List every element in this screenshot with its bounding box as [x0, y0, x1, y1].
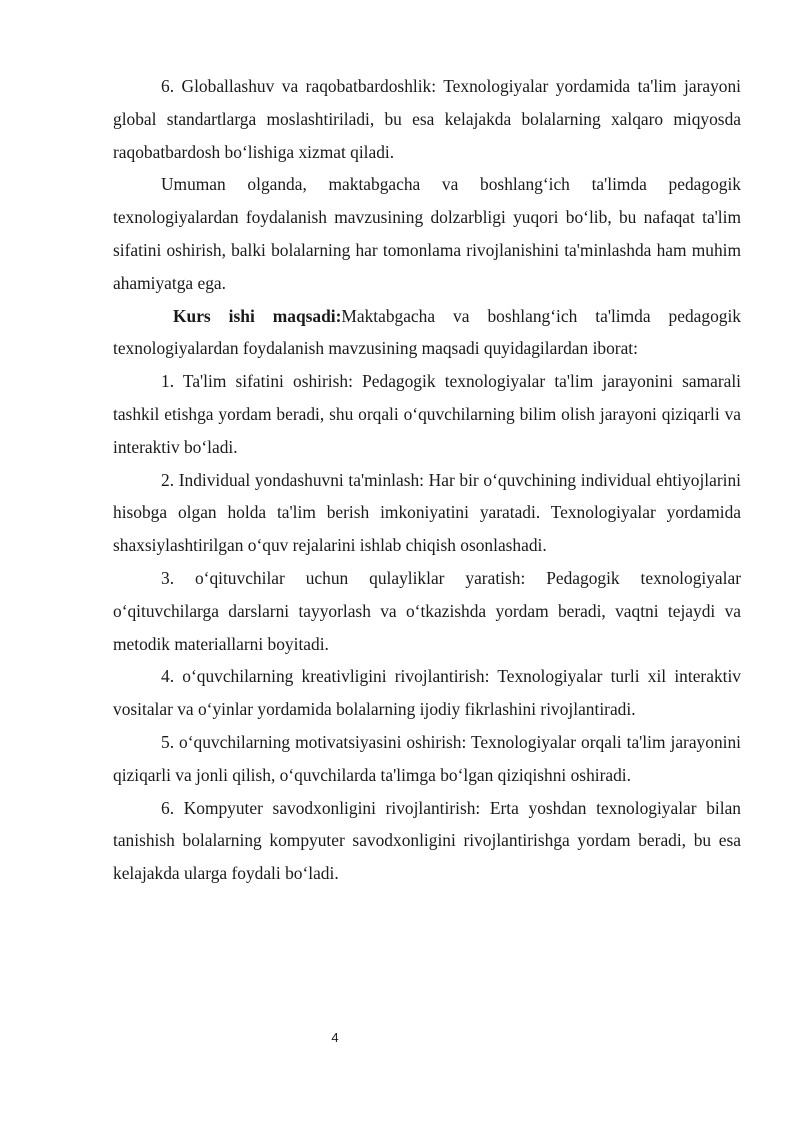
aim-label: Kurs ishi maqsadi: — [173, 305, 342, 326]
list-item-teachers: 3. o‘qituvchilar uchun qulayliklar yaratish: Pedagogik texnologiyalar o‘qituvchilarga darslarni tayyorlash va o‘tkazishda yordam beradi, vaqtni tejaydi va metodik materiallarni boyitadi. — [113, 567, 741, 654]
document-body — [113, 70, 741, 890]
list-item-motivation: 5. o‘quvchilarning motivatsiyasini oshirish: Texnologiyalar orqali ta'lim jarayonini qiziqarli va jonli qilish, o‘quvchilarda ta'limga bo‘lgan qiziqishni oshiradi. — [113, 731, 741, 785]
aim-paragraph — [113, 300, 741, 366]
list-item-individual: 2. Individual yondashuvni ta'minlash: Har bir o‘quvchining individual ehtiyojlarini hisobga olgan holda ta'lim berish imkoniyatini yaratadi. Texnologiyalar yordamida shaxsiylashtirilgan o‘quv rejalarini ishlab chiqish osonlashadi. — [113, 469, 741, 556]
aim-text: Maktabgacha va boshlang‘ich ta'limda pedagogik texnologiyalardan foydalanish mavzusining maqsadi quyidagilardan iborat: — [113, 305, 741, 359]
page-number: 4 — [331, 1030, 339, 1045]
list-item-creativity: 4. o‘quvchilarning kreativligini rivojlantirish: Texnologiyalar turli xil interaktiv vositalar va o‘yinlar yordamida bolalarning ijodiy fikrlashini rivojlantiradi. — [113, 666, 741, 720]
list-item-computer-literacy: 6. Kompyuter savodxonligini rivojlantirish: Erta yoshdan texnologiyalar bilan tanishish bolalarning kompyuter savodxonligini rivojlantirishga yordam beradi, bu esa kelajakda ularga foydali bo‘ladi. — [113, 797, 741, 884]
paragraph-globalization: 6. Globallashuv va raqobatbardoshlik: Texnologiyalar yordamida ta'lim jarayoni global standartlarga moslashtiriladi, bu esa kelajakda bolalarning xalqaro miqyosda raqobatbardosh bo‘lishiga xizmat qiladi. — [113, 76, 741, 162]
paragraph-summary: Umuman olganda, maktabgacha va boshlang‘ich ta'limda pedagogik texnologiyalardan foydalanish mavzusining dolzarbligi yuqori bo‘lib, bu nafaqat ta'lim sifatini oshirish, balki bolalarning har tomonlama rivojlanishini ta'minlashda ham muhim ahamiyatga ega. — [113, 174, 741, 293]
list-item-quality: 1. Ta'lim sifatini oshirish: Pedagogik texnologiyalar ta'lim jarayonini samarali tashkil etishga yordam beradi, shu orqali o‘quvchilarning bilim olish jarayoni qiziqarli va interaktiv bo‘ladi. — [113, 371, 741, 457]
